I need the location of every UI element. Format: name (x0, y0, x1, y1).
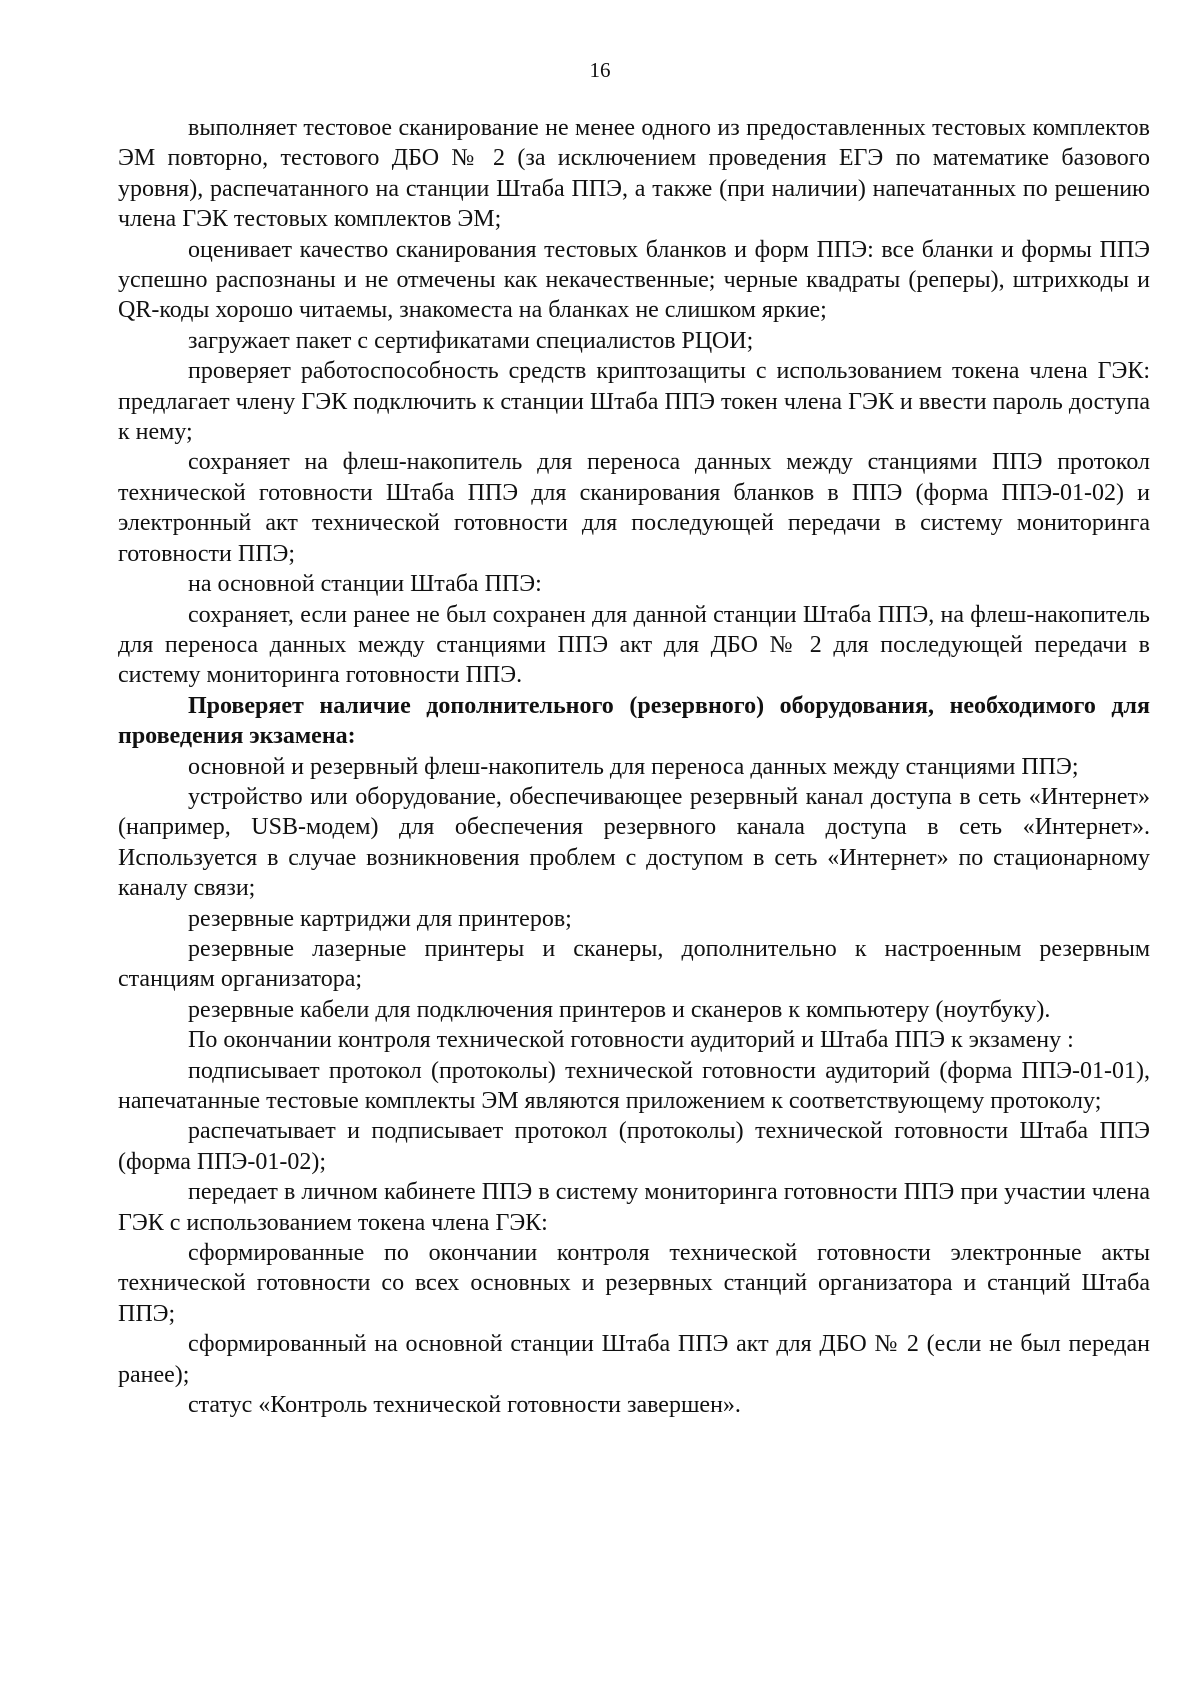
paragraph: сформированный на основной станции Штаба ППЭ акт для ДБО № 2 (если не был передан ранее); (118, 1331, 1150, 1388)
paragraph: основной и резервный флеш-накопитель для переноса данных между станциями ППЭ; (188, 753, 1079, 780)
paragraph: сохраняет на флеш-накопитель для переноса данных между станциями ППЭ протокол технической готовности Штаба ППЭ для сканирования бланков в ППЭ (форма ППЭ-01-02) и электронный акт технической готовности для последующей передачи в систему мониторинга готовности ППЭ; (118, 449, 1150, 567)
paragraph: резервные кабели для подключения принтеров и сканеров к компьютеру (ноутбуку). (188, 996, 1051, 1023)
document-body (118, 113, 1150, 1420)
paragraph: проверяет работоспособность средств криптозащиты с использованием токена члена ГЭК: предлагает члену ГЭК подключить к станции Штаба ППЭ токен члена ГЭК и ввести пароль доступа к нему; (118, 358, 1150, 446)
paragraph: статус «Контроль технической готовности завершен». (188, 1392, 741, 1419)
paragraph: резервные картриджи для принтеров; (188, 905, 572, 932)
paragraph: сформированные по окончании контроля технической готовности электронные акты технической готовности со всех основных и резервных станций организатора и станций Штаба ППЭ; (118, 1240, 1150, 1327)
paragraph: выполняет тестовое сканирование не менее одного из предоставленных тестовых комплектов ЭМ повторно, тестового ДБО № 2 (за исключением проведения ЕГЭ по математике базового уровня), распечатанного на станции Штаба ППЭ, а также (при наличии) напечатанных по решению члена ГЭК тестовых комплектов ЭМ; (118, 115, 1150, 233)
paragraph: на основной станции Штаба ППЭ: (188, 571, 542, 598)
paragraph: загружает пакет с сертификатами специалистов РЦОИ; (188, 327, 754, 354)
paragraph: сохраняет, если ранее не был сохранен для данной станции Штаба ППЭ, на флеш-накопитель для переноса данных между станциями ППЭ акт для ДБО № 2 для последующей передачи в систему мониторинга готовности ППЭ. (118, 601, 1150, 689)
paragraph: подписывает протокол (протоколы) технической готовности аудиторий (форма ППЭ-01-01), напечатанные тестовые комплекты ЭМ являются приложением к соответствующему протоколу; (118, 1057, 1150, 1114)
paragraph: По окончании контроля технической готовности аудиторий и Штаба ППЭ к экзамену : (188, 1027, 1074, 1054)
bold-paragraph: Проверяет наличие дополнительного (резервного) оборудования, необходимого для проведения экзамена: (118, 692, 1150, 750)
paragraph: передает в личном кабинете ППЭ в систему мониторинга готовности ППЭ при участии члена ГЭК с использованием токена члена ГЭК: (118, 1179, 1150, 1236)
page-number: 16 (589, 58, 611, 82)
paragraph: оценивает качество сканирования тестовых бланков и форм ППЭ: все бланки и формы ППЭ успешно распознаны и не отмечены как некачественные; черные квадраты (реперы), штрихкоды и QR-коды хорошо читаемы, знакоместа на бланках не слишком яркие; (118, 236, 1150, 324)
paragraph: резервные лазерные принтеры и сканеры, дополнительно к настроенным резервным станциям организатора; (118, 935, 1150, 993)
paragraph: распечатывает и подписывает протокол (протоколы) технической готовности Штаба ППЭ (форма ППЭ-01-02); (118, 1118, 1150, 1175)
paragraph: устройство или оборудование, обеспечивающее резервный канал доступа в сеть «Интернет» (например, USB-модем) для обеспечения резервного канала доступа в сеть «Интернет». Используется в случае возникновения проблем с доступом в сеть «Интернет» по стационарному каналу связи; (118, 783, 1150, 902)
